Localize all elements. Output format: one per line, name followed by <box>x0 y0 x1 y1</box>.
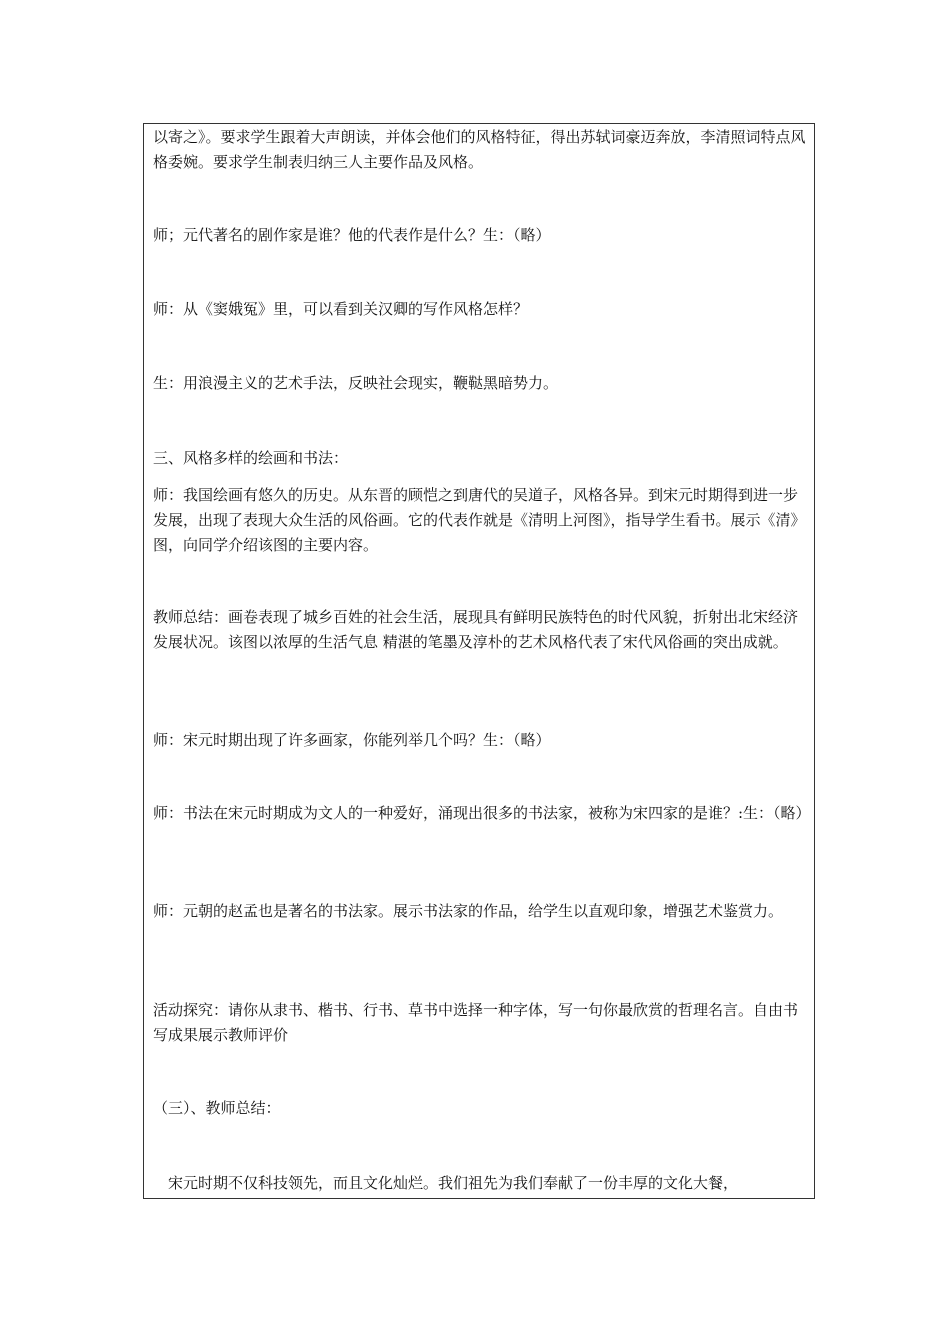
paragraph-calligraphy-question: 师：书法在宋元时期成为文人的一种爱好，涌现出很多的书法家，被称为宋四家的是谁？:生：（略） <box>153 804 811 822</box>
paragraph-dou-e-question: 师：从《窦娥冤》里，可以看到关汉卿的写作风格怎样？ <box>153 300 529 318</box>
section-heading-teacher-summary: （三）、教师总结： <box>153 1099 281 1117</box>
paragraph-painters-question: 师：宋元时期出现了许多画家，你能列举几个吗？生：（略） <box>153 731 551 749</box>
paragraph-romanticism-answer: 生：用浪漫主义的艺术手法，反映社会现实，鞭鞑黑暗势力。 <box>153 374 559 392</box>
paragraph-painting-history: 师：我国绘画有悠久的历史。从东晋的顾恺之到唐代的吴道子，风格各异。到宋元时期得到进一步发展，出现了表现大众生活的风俗画。它的代表作就是《清明上河图》，指导学生看书。展示《清》图，向同学介绍该图的主要内容。 <box>153 486 806 554</box>
paragraph-closing-summary: 宋元时期不仅科技领先，而且文化灿烂。我们祖先为我们奉献了一份丰厚的文化大餐， <box>153 1174 739 1192</box>
paragraph-zhao-meng: 师：元朝的赵孟也是著名的书法家。展示书法家的作品，给学生以直观印象，增强艺术鉴赏力。 <box>153 902 784 920</box>
paragraph-song-ci-styles: 以寄之》。要求学生跟着大声朗读，并体会他们的风格特征，得出苏轼词豪迈奔放，李清照词特点风格委婉。要求学生制表归纳三人主要作品及风格。 <box>153 128 806 171</box>
section-heading-painting-calligraphy: 三、风格多样的绘画和书法： <box>153 449 349 467</box>
paragraph-yuan-dramatist-question: 师；元代著名的剧作家是谁？他的代表作是什么？生：（略） <box>153 226 551 244</box>
paragraph-teacher-summary-painting: 教师总结：画卷表现了城乡百姓的社会生活，展现具有鲜明民族特色的时代风貌，折射出北宋经济发展状况。该图以浓厚的生活气息 精湛的笔墨及淳朴的艺术风格代表了宋代风俗画的突出成就。 <box>153 608 799 651</box>
paragraph-activity-exploration: 活动探究：请你从隶书、楷书、行书、草书中选择一种字体，写一句你最欣赏的哲理名言。自由书写成果展示教师评价 <box>153 1001 799 1044</box>
